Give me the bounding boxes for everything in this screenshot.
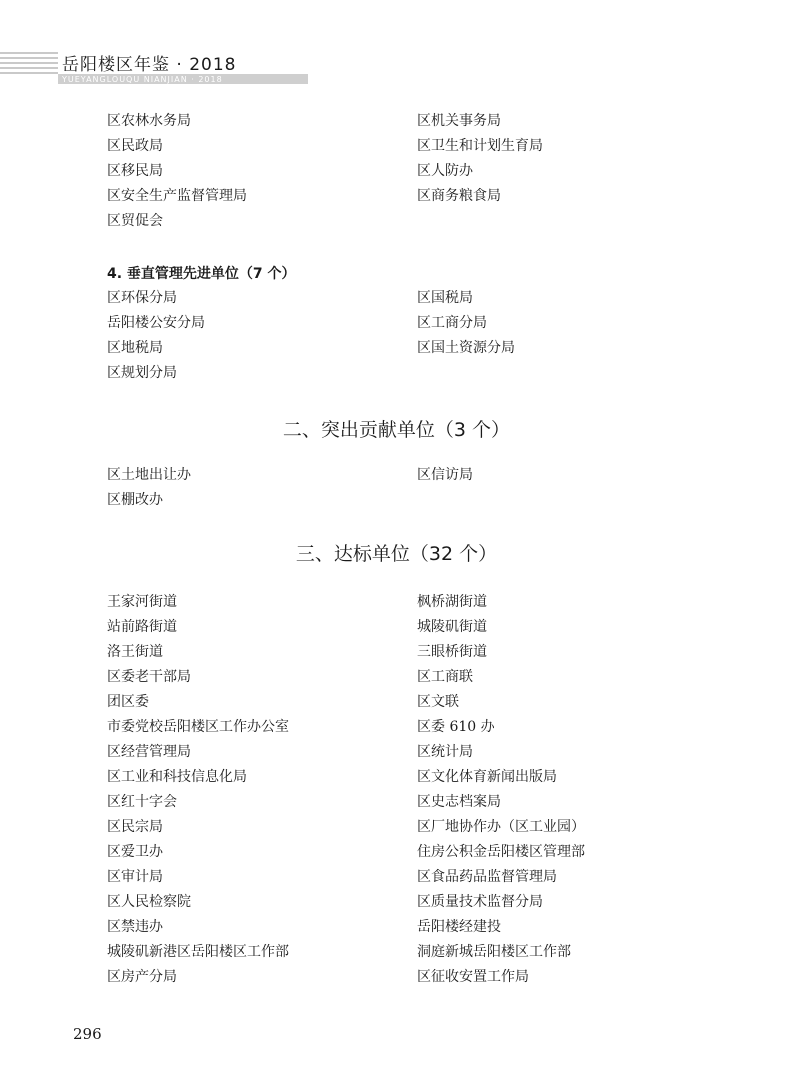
section2-heading: 二、突出贡献单位（3 个） <box>282 419 511 441</box>
page-number: 296 <box>73 1025 102 1043</box>
section3-heading: 三、达标单位（32 个） <box>295 543 498 565</box>
list-item: 洞庭新城岳阳楼区工作部 <box>417 944 571 960</box>
list-item: 区统计局 <box>417 744 473 760</box>
header-title: 岳阳楼区年鉴 · 2018 <box>62 55 237 75</box>
list-item: 区工商分局 <box>417 315 487 331</box>
list-item: 区地税局 <box>107 340 163 356</box>
list-item: 区棚改办 <box>107 492 163 508</box>
list-item: 岳阳楼经建投 <box>417 919 501 935</box>
list-item: 洛王街道 <box>107 644 163 660</box>
list-item: 岳阳楼公安分局 <box>107 315 205 331</box>
list-item: 区房产分局 <box>107 969 177 985</box>
list-item: 区委老干部局 <box>107 669 191 685</box>
list-item: 城陵矶街道 <box>417 619 487 635</box>
list-item: 区国土资源分局 <box>417 340 515 356</box>
list-item: 三眼桥街道 <box>417 644 487 660</box>
list-item: 区人民检察院 <box>107 894 191 910</box>
list-item: 区规划分局 <box>107 365 177 381</box>
list-item: 区质量技术监督分局 <box>417 894 543 910</box>
list-item: 市委党校岳阳楼区工作办公室 <box>107 719 289 735</box>
list-item: 团区委 <box>107 694 149 710</box>
list-item: 区征收安置工作局 <box>417 969 529 985</box>
list-item: 枫桥湖街道 <box>417 594 487 610</box>
list-item: 区文化体育新闻出版局 <box>417 769 557 785</box>
list-item: 区委 610 办 <box>417 719 495 735</box>
list-item: 区农林水务局 <box>107 113 191 129</box>
vertical-heading: 4. 垂直管理先进单位（7 个） <box>107 266 296 282</box>
list-item: 区厂地协作办（区工业园） <box>417 819 585 835</box>
list-item: 区工业和科技信息化局 <box>107 769 247 785</box>
list-item: 住房公积金岳阳楼区管理部 <box>417 844 585 860</box>
list-item: 区贸促会 <box>107 213 163 229</box>
list-item: 城陵矶新港区岳阳楼区工作部 <box>107 944 289 960</box>
list-item: 站前路街道 <box>107 619 177 635</box>
list-item: 区环保分局 <box>107 290 177 306</box>
list-item: 区史志档案局 <box>417 794 501 810</box>
list-item: 区商务粮食局 <box>417 188 501 204</box>
list-item: 王家河街道 <box>107 594 177 610</box>
list-item: 区国税局 <box>417 290 473 306</box>
list-item: 区工商联 <box>417 669 473 685</box>
header-subtitle: YUEYANGLOUQU NIANJIAN · 2018 <box>62 75 223 84</box>
list-item: 区信访局 <box>417 467 473 483</box>
list-item: 区经营管理局 <box>107 744 191 760</box>
list-item: 区食品药品监督管理局 <box>417 869 557 885</box>
list-item: 区爱卫办 <box>107 844 163 860</box>
list-item: 区民政局 <box>107 138 163 154</box>
list-item: 区民宗局 <box>107 819 163 835</box>
list-item: 区人防办 <box>417 163 473 179</box>
list-item: 区移民局 <box>107 163 163 179</box>
list-item: 区土地出让办 <box>107 467 191 483</box>
list-item: 区卫生和计划生育局 <box>417 138 543 154</box>
header-decoration <box>0 52 58 77</box>
list-item: 区文联 <box>417 694 459 710</box>
list-item: 区安全生产监督管理局 <box>107 188 247 204</box>
list-item: 区红十字会 <box>107 794 177 810</box>
list-item: 区审计局 <box>107 869 163 885</box>
list-item: 区机关事务局 <box>417 113 501 129</box>
list-item: 区禁违办 <box>107 919 163 935</box>
